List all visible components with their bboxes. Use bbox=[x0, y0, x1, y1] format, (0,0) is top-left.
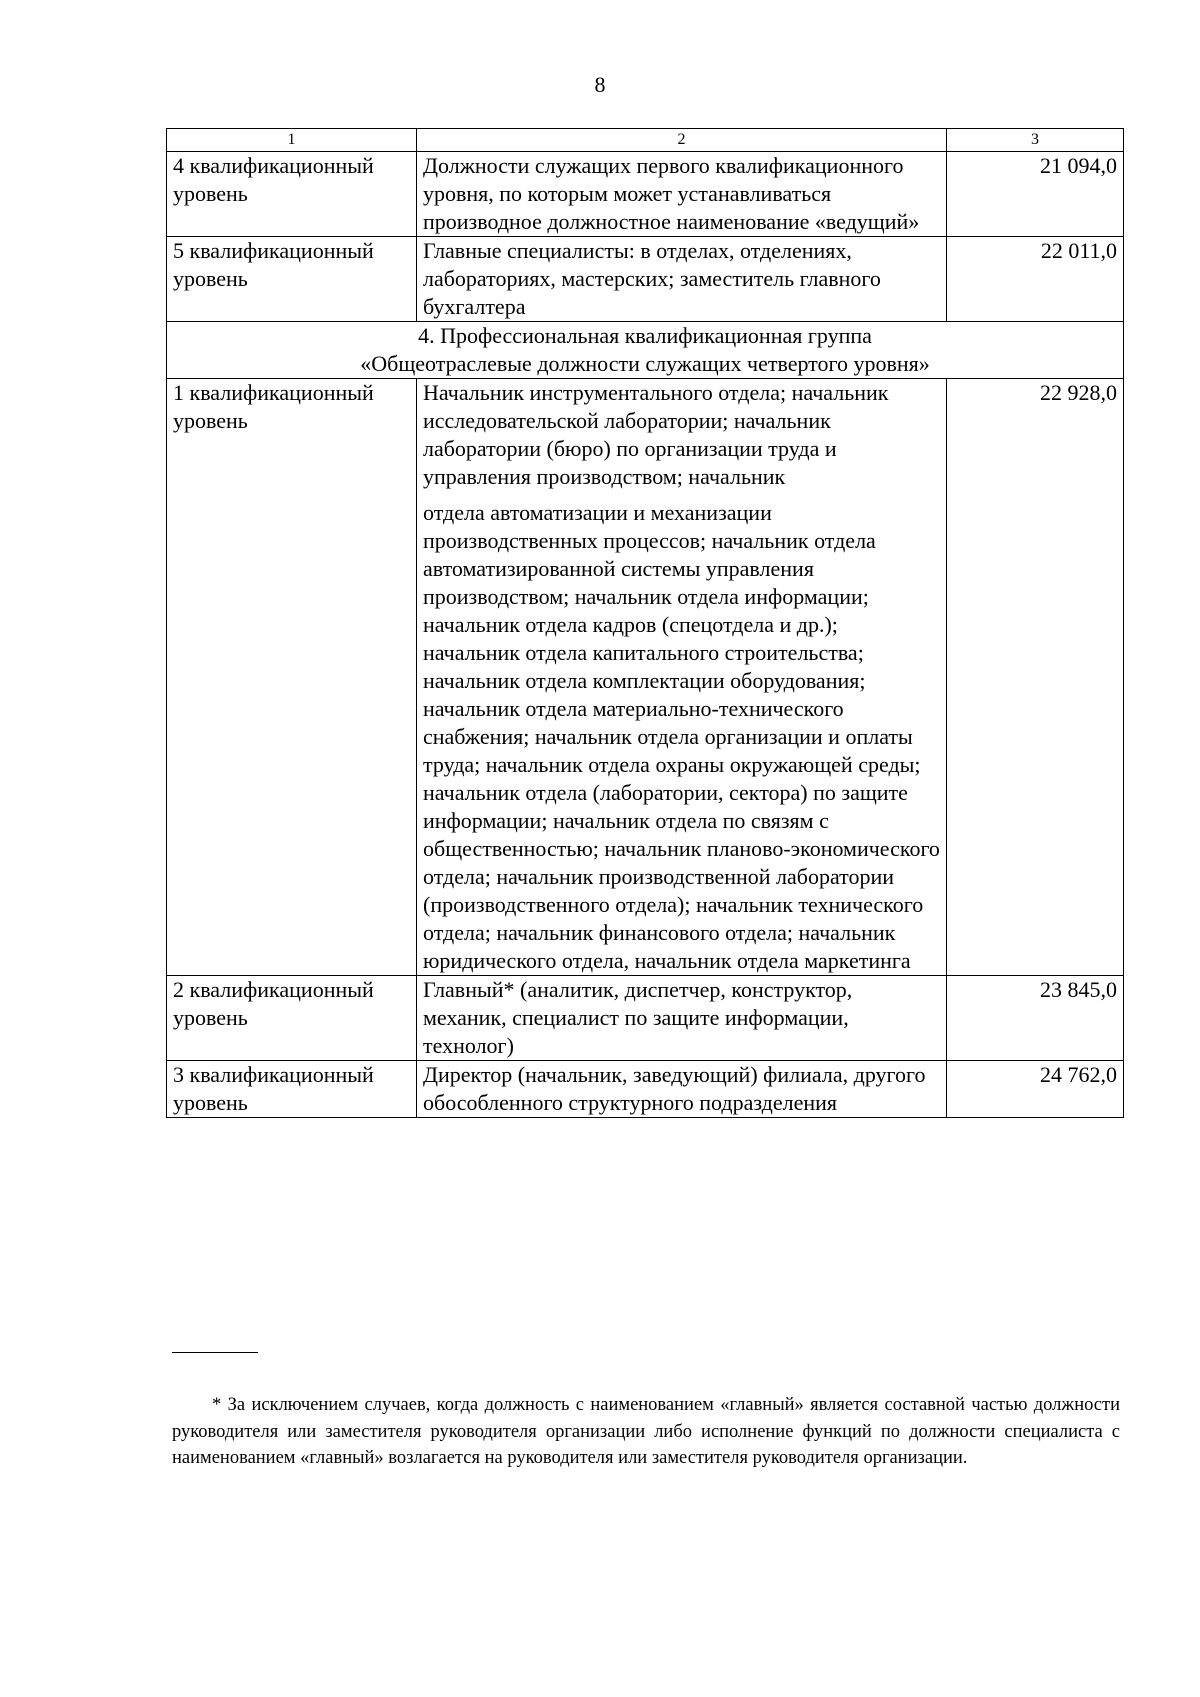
table-row bbox=[167, 976, 1124, 1061]
salary-amount-cell: 22 011,0 bbox=[947, 237, 1124, 322]
table-row bbox=[167, 237, 1124, 322]
table-row bbox=[167, 379, 1124, 976]
column-number-3: 3 bbox=[947, 129, 1124, 152]
positions-text: Начальник инструментального отдела; начальник исследовательской лаборатории; начальник лаборатории (бюро) по организации труда и управления производством; начальник bbox=[423, 380, 889, 489]
salary-amount-cell: 22 928,0 bbox=[947, 379, 1124, 976]
positions-text: Главные специалисты: в отделах, отделениях, лабораториях, мастерских; заместитель главного бухгалтера bbox=[423, 238, 881, 319]
qualification-level-cell: 3 квалификационный уровень bbox=[167, 1061, 417, 1118]
positions-cell bbox=[417, 1061, 947, 1118]
footnote-text: * За исключением случаев, когда должность с наименованием «главный» является составной частью должности руководителя или заместителя руководителя организации либо исполнение функций по должности специалиста с наименованием «главный» возлагается на руководителя или заместителя руководителя организации. bbox=[172, 1395, 1120, 1468]
salary-amount-cell: 21 094,0 bbox=[947, 152, 1124, 237]
positions-text: Должности служащих первого квалификационного уровня, по которым может устанавливаться производное должностное наименование «ведущий» bbox=[423, 153, 920, 234]
group-heading-cell bbox=[167, 322, 1124, 379]
qualification-level-cell: 5 квалификационный уровень bbox=[167, 237, 417, 322]
qualification-level-cell: 2 квалификационный уровень bbox=[167, 976, 417, 1061]
page-number: 8 bbox=[594, 72, 606, 97]
column-numbering-row bbox=[167, 129, 1124, 152]
column-number-2: 2 bbox=[417, 129, 947, 152]
footnote-separator bbox=[172, 1352, 258, 1353]
table-row bbox=[167, 152, 1124, 237]
group-heading-line-1: 4. Профессиональная квалификационная группа bbox=[418, 323, 872, 348]
positions-cell bbox=[417, 976, 947, 1061]
positions-cell bbox=[417, 379, 947, 976]
group-heading-line-2: «Общеотраслевые должности служащих четвертого уровня» bbox=[360, 351, 930, 376]
salary-amount-cell: 23 845,0 bbox=[947, 976, 1124, 1061]
positions-text: Директор (начальник, заведующий) филиала, другого обособленного структурного подразделения bbox=[423, 1062, 926, 1115]
positions-cell bbox=[417, 237, 947, 322]
qualification-level-cell: 4 квалификационный уровень bbox=[167, 152, 417, 237]
positions-cell bbox=[417, 152, 947, 237]
qualification-level-cell: 1 квалификационный уровень bbox=[167, 379, 417, 976]
salary-amount-cell: 24 762,0 bbox=[947, 1061, 1124, 1118]
positions-text: Главный* (аналитик, диспетчер, конструктор, механик, специалист по защите информации, технолог) bbox=[423, 977, 853, 1058]
group-heading-row bbox=[167, 322, 1124, 379]
table-row bbox=[167, 1061, 1124, 1118]
salary-table bbox=[166, 128, 1124, 1118]
positions-text-continued: отдела автоматизации и механизации производственных процессов; начальник отдела автоматизированной системы управления производством; начальник отдела информации; начальник отдела кадров (спецотдела и др.); начальник отдела капитального строительства; начальник отдела комплектации оборудования; начальник отдела материально-технического снабжения; начальник отдела организации и оплаты труда; начальник отдела охраны окружающей среды; начальник отдела (лаборатории, сектора) по защите информации; начальник отдела по связям с общественностью; начальник планово-экономического отдела; начальник производственной лаборатории (производственного отдела); начальник технического отдела; начальник финансового отдела; начальник юридического отдела, начальник отдела маркетинга bbox=[423, 500, 940, 973]
column-number-1: 1 bbox=[167, 129, 417, 152]
